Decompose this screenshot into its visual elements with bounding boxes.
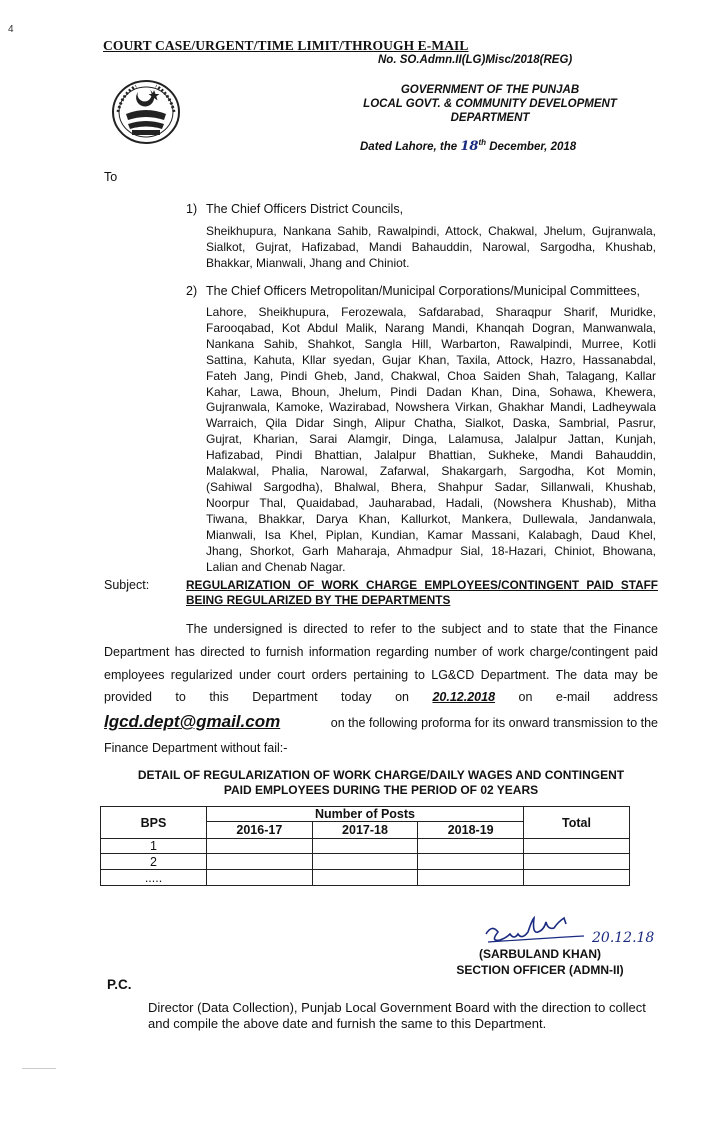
dated-line (360, 138, 576, 154)
body-line-3: employees regularized under court orders pertaining to LG&CD Department. The data may be (104, 668, 658, 682)
empty-cell (312, 870, 418, 886)
empty-cell (207, 854, 313, 870)
body-word: on (518, 690, 533, 704)
year-header: 2016-17 (207, 822, 313, 839)
recipient-1-list (206, 224, 656, 272)
divider (22, 1068, 56, 1069)
body-word: this (209, 690, 229, 704)
bps-cell: 1 (101, 839, 207, 854)
urgency-header: COURT CASE/URGENT/TIME LIMIT/THROUGH E-MAIL (103, 38, 469, 53)
dated-suffix: th (478, 138, 486, 147)
number-of-posts-header: Number of Posts (207, 807, 524, 822)
body-word: to (175, 690, 186, 704)
dated-prefix: Dated Lahore, the (360, 140, 458, 153)
table-row (101, 870, 630, 886)
signatory-designation: SECTION OFFICER (ADMN-II) (456, 963, 624, 977)
recipient-2-line: Mianwali, Isa Khel, Piplan, Kundian, Kamar Massani, Kalabagh, Daud Khel, (206, 527, 656, 542)
recipient-2-number: 2) (186, 284, 198, 298)
table-row (101, 854, 630, 870)
recipient-2-line: Nankana Sahib, Shahkot, Sangla Hill, Warbarton, Rawalpindi, Murree, Kotli (206, 336, 656, 351)
recipient-2-line: (Sahiwal Sargodha), Bhalwal, Bhera, Shahpur Sadar, Sillanwali, Khushab, (206, 479, 656, 494)
signature-date: 20.12.18 (592, 930, 655, 946)
empty-cell (524, 854, 630, 870)
empty-cell (418, 854, 524, 870)
bps-header: BPS (101, 807, 207, 839)
year-header: 2017-18 (312, 822, 418, 839)
total-header: Total (524, 807, 630, 839)
dated-month-year: December, 2018 (489, 140, 577, 153)
empty-cell (207, 839, 313, 854)
empty-cell (418, 839, 524, 854)
recipient-1-title: The Chief Officers District Councils, (206, 202, 404, 216)
govt-line-2: LOCAL GOVT. & COMMUNITY DEVELOPMENT (363, 98, 617, 110)
deadline-date: 20.12.2018 (432, 690, 496, 704)
to-label: To (104, 170, 118, 184)
body-line-5 (104, 712, 658, 732)
recipient-2-line: Malakwal, Phalia, Narowal, Zafarwal, Shakargarh, Sargodha, Kot Momin, (206, 464, 656, 479)
body-line-6: Finance Department without fail:- (104, 741, 288, 755)
recipient-2-line: Kahar, Lawa, Bhoun, Jhelum, Pindi Dadan Khan, Dina, Sohawa, Khewera, (206, 384, 656, 399)
recipient-1-line: Bhakkar, Mianwali, Jhang and Chiniot. (206, 255, 410, 270)
govt-line-1: GOVERNMENT OF THE PUNJAB (400, 84, 580, 96)
recipient-1-number: 1) (186, 202, 198, 216)
body-word: on (395, 690, 409, 704)
margin-mark: 4 (8, 24, 14, 35)
empty-cell (418, 870, 524, 886)
detail-title-line-1: DETAIL OF REGULARIZATION OF WORK CHARGE/DAILY WAGES AND CONTINGENT (137, 768, 625, 782)
table-row (101, 839, 630, 854)
recipient-2-line: Lahore, Sheikhupura, Ferozewala, Safdarabad, Sharaqpur Sharif, Muridke, (206, 305, 656, 319)
subject-text: REGULARIZATION OF WORK CHARGE EMPLOYEES/CONTINGENT PAID STAFF BEING REGULARIZED BY THE DEPARTMENTS (186, 578, 658, 607)
body-word: Department (252, 690, 318, 704)
empty-cell (524, 870, 630, 886)
recipient-2-line: Noorpur Thal, Quaidabad, Jauharabad, Hadali, (Nowshera Khushab), Mitha (206, 495, 656, 510)
empty-cell (207, 870, 313, 886)
recipient-2-line: Fateh Jang, Pindi Gheb, Jand, Chakwal, Choa Saiden Shah, Talagang, Kallar (206, 368, 656, 383)
bps-cell: 2 (101, 854, 207, 870)
recipient-2-line: Hafizabad, Pindi Bhattian, Jalalpur Bhattian, Sukheke, Mandi Bahauddin, (206, 448, 656, 463)
email-link[interactable]: lgcd.dept@gmail.com (104, 712, 281, 731)
detail-title (104, 768, 658, 798)
recipient-2-line: Gujrat, Kharian, Sarai Alamgir, Dinga, Lalamusa, Jalalpur Jattan, Kunjah, (206, 432, 656, 447)
empty-cell (524, 839, 630, 854)
govt-line-3: DEPARTMENT (450, 112, 530, 124)
posts-table (100, 806, 630, 886)
recipient-2-line: Gujranwala, Kamoke, Wazirabad, Nowshera Virkan, Ghakhar Mandi, Ladheywala (206, 400, 656, 415)
recipient-2-title: The Chief Officers Metropolitan/Municipal Corporations/Municipal Committees, (206, 284, 640, 298)
signatory-block (420, 946, 660, 978)
recipient-2-list (206, 305, 656, 575)
empty-cell (312, 839, 418, 854)
recipient-1-line: Sheikhupura, Nankana Sahib, Rawalpindi, Attock, Chakwal, Jhelum, Gujranwala, (206, 224, 656, 238)
pc-label: P.C. (107, 977, 132, 992)
body-line-4 (104, 690, 658, 704)
empty-cell (312, 854, 418, 870)
recipient-2-line: Lalian and Chenab Nagar. (206, 559, 346, 574)
body-word: provided (104, 690, 152, 704)
recipient-1-line: Sialkot, Gujrat, Hafizabad, Mandi Bahauddin, Narowal, Sargodha, Khushab, (206, 239, 656, 254)
recipient-2-line: Farooqabad, Kot Abdul Malik, Narang Mandi, Khanqah Dogran, Manwanwala, (206, 320, 656, 335)
recipient-2-line: Jhang, Shorkot, Garh Maharaja, Ahmadpur Sial, 18-Hazari, Chiniot, Bhowana, (206, 543, 656, 558)
recipient-2-line: Sattina, Kahuta, Kllar syedan, Gujar Khan, Taxila, Attock, Hazro, Hassanabdal, (206, 352, 656, 367)
body-word: address (613, 690, 658, 704)
recipient-2-line: Tiwana, Bhakkar, Darya Khan, Kallurkot, Mankera, Dullewala, Jandanwala, (206, 511, 656, 526)
body-word: e-mail (555, 690, 590, 704)
body-line-5-tail: on the following proforma for its onward transmission to the (330, 716, 658, 730)
pc-text: Director (Data Collection), Punjab Local Government Board with the direction to collect and compile the above date and furnish the same to this Department. (148, 1000, 646, 1031)
bps-cell: ..... (101, 870, 207, 886)
punjab-seal-icon (110, 78, 182, 146)
body-line-2: Department has directed to furnish information regarding number of work charge/contingent paid (104, 645, 658, 659)
body-word: today (341, 690, 372, 704)
detail-title-line-2: PAID EMPLOYEES DURING THE PERIOD OF 02 YEARS (223, 783, 539, 797)
year-header: 2018-19 (418, 822, 524, 839)
signatory-name: (SARBULAND KHAN) (479, 947, 601, 961)
subject-label: Subject: (104, 578, 150, 592)
recipient-2-line: Warraich, Qila Didar Singh, Alipur Chatha, Sialkot, Daska, Sambrial, Pasrur, (206, 416, 656, 431)
body-line-1: The undersigned is directed to refer to the subject and to state that the Finance (186, 622, 658, 636)
reference-number: No. SO.Admn.II(LG)Misc/2018(REG) (378, 54, 573, 66)
dated-day: 18 (460, 138, 479, 154)
government-heading (340, 83, 640, 125)
